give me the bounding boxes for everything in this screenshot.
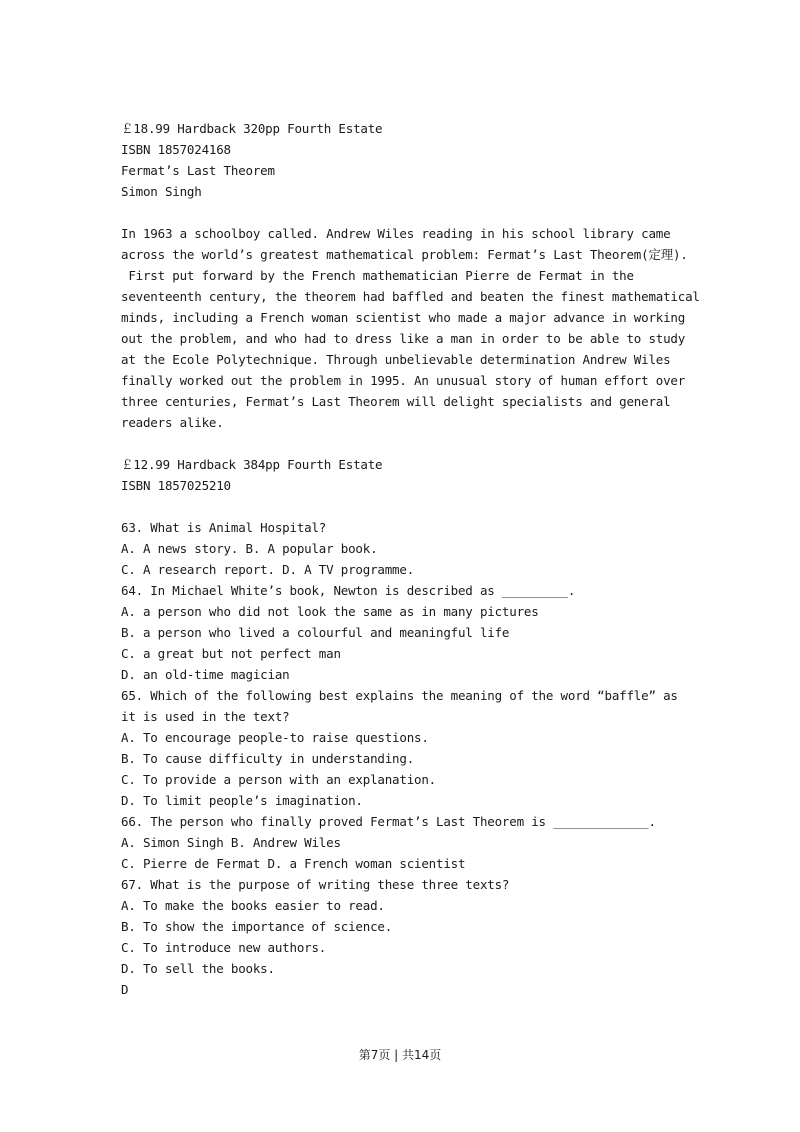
question-67: 67. What is the purpose of writing these three texts? <box>121 877 510 892</box>
book-price-line: ￡12.99 Hardback 384pp Fourth Estate <box>121 457 383 472</box>
question-63: 63. What is Animal Hospital? <box>121 520 327 535</box>
question-66: 66. The person who finally proved Fermat’s Last Theorem is _____________. <box>121 814 656 829</box>
passage-line: First put forward by the French mathematician Pierre de Fermat in the <box>121 268 634 283</box>
question-option: B. a person who lived a colourful and meaningful life <box>121 625 510 640</box>
passage-line: readers alike. <box>121 415 224 430</box>
document-body <box>121 118 700 1000</box>
question-option: B. To cause difficulty in understanding. <box>121 751 415 766</box>
book-isbn: ISBN 1857025210 <box>121 478 231 493</box>
book-isbn: ISBN 1857024168 <box>121 142 231 157</box>
book-title: Fermat’s Last Theorem <box>121 163 275 178</box>
question-option: A. A news story. B. A popular book. <box>121 541 378 556</box>
book-price-line: ￡18.99 Hardback 320pp Fourth Estate <box>121 121 383 136</box>
question-option: C. Pierre de Fermat D. a French woman scientist <box>121 856 466 871</box>
passage-line: across the world’s greatest mathematical problem: Fermat’s Last Theorem(定理). <box>121 247 688 262</box>
question-65: 65. Which of the following best explains the meaning of the word “baffle” as <box>121 688 678 703</box>
question-option: A. Simon Singh B. Andrew Wiles <box>121 835 341 850</box>
page-footer: 第7页 | 共14页 <box>358 1048 442 1062</box>
question-list <box>121 517 681 1000</box>
passage-line: three centuries, Fermat’s Last Theorem will delight specialists and general <box>121 394 671 409</box>
book-author: Simon Singh <box>121 184 202 199</box>
question-option: C. To introduce new authors. <box>121 940 327 955</box>
question-option: C. To provide a person with an explanation. <box>121 772 437 787</box>
passage-line: minds, including a French woman scientist who made a major advance in working <box>121 310 686 325</box>
question-65-continued: it is used in the text? <box>121 709 290 724</box>
passage-line: at the Ecole Polytechnique. Through unbelievable determination Andrew Wiles <box>121 352 671 367</box>
question-option: D. To limit people’s imagination. <box>121 793 363 808</box>
passage-line: In 1963 a schoolboy called. Andrew Wiles reading in his school library came <box>121 226 671 241</box>
question-option: C. a great but not perfect man <box>121 646 341 661</box>
question-option: A. To make the books easier to read. <box>121 898 385 913</box>
answer-line: D <box>121 982 129 997</box>
spacer <box>121 433 681 454</box>
question-option: C. A research report. D. A TV programme. <box>121 562 415 577</box>
spacer <box>121 496 681 517</box>
question-option: D. To sell the books. <box>121 961 275 976</box>
passage-line: seventeenth century, the theorem had baffled and beaten the finest mathematical <box>121 289 700 304</box>
question-option: A. To encourage people-to raise questions. <box>121 730 429 745</box>
passage-line: finally worked out the problem in 1995. An unusual story of human effort over <box>121 373 686 388</box>
spacer <box>121 202 681 223</box>
question-option: B. To show the importance of science. <box>121 919 393 934</box>
question-option: D. an old-time magician <box>121 667 290 682</box>
book-description-passage <box>121 223 700 433</box>
question-option: A. a person who did not look the same as in many pictures <box>121 604 539 619</box>
passage-line: out the problem, and who had to dress like a man in order to be able to study <box>121 331 686 346</box>
question-64: 64. In Michael White’s book, Newton is described as _________. <box>121 583 576 598</box>
